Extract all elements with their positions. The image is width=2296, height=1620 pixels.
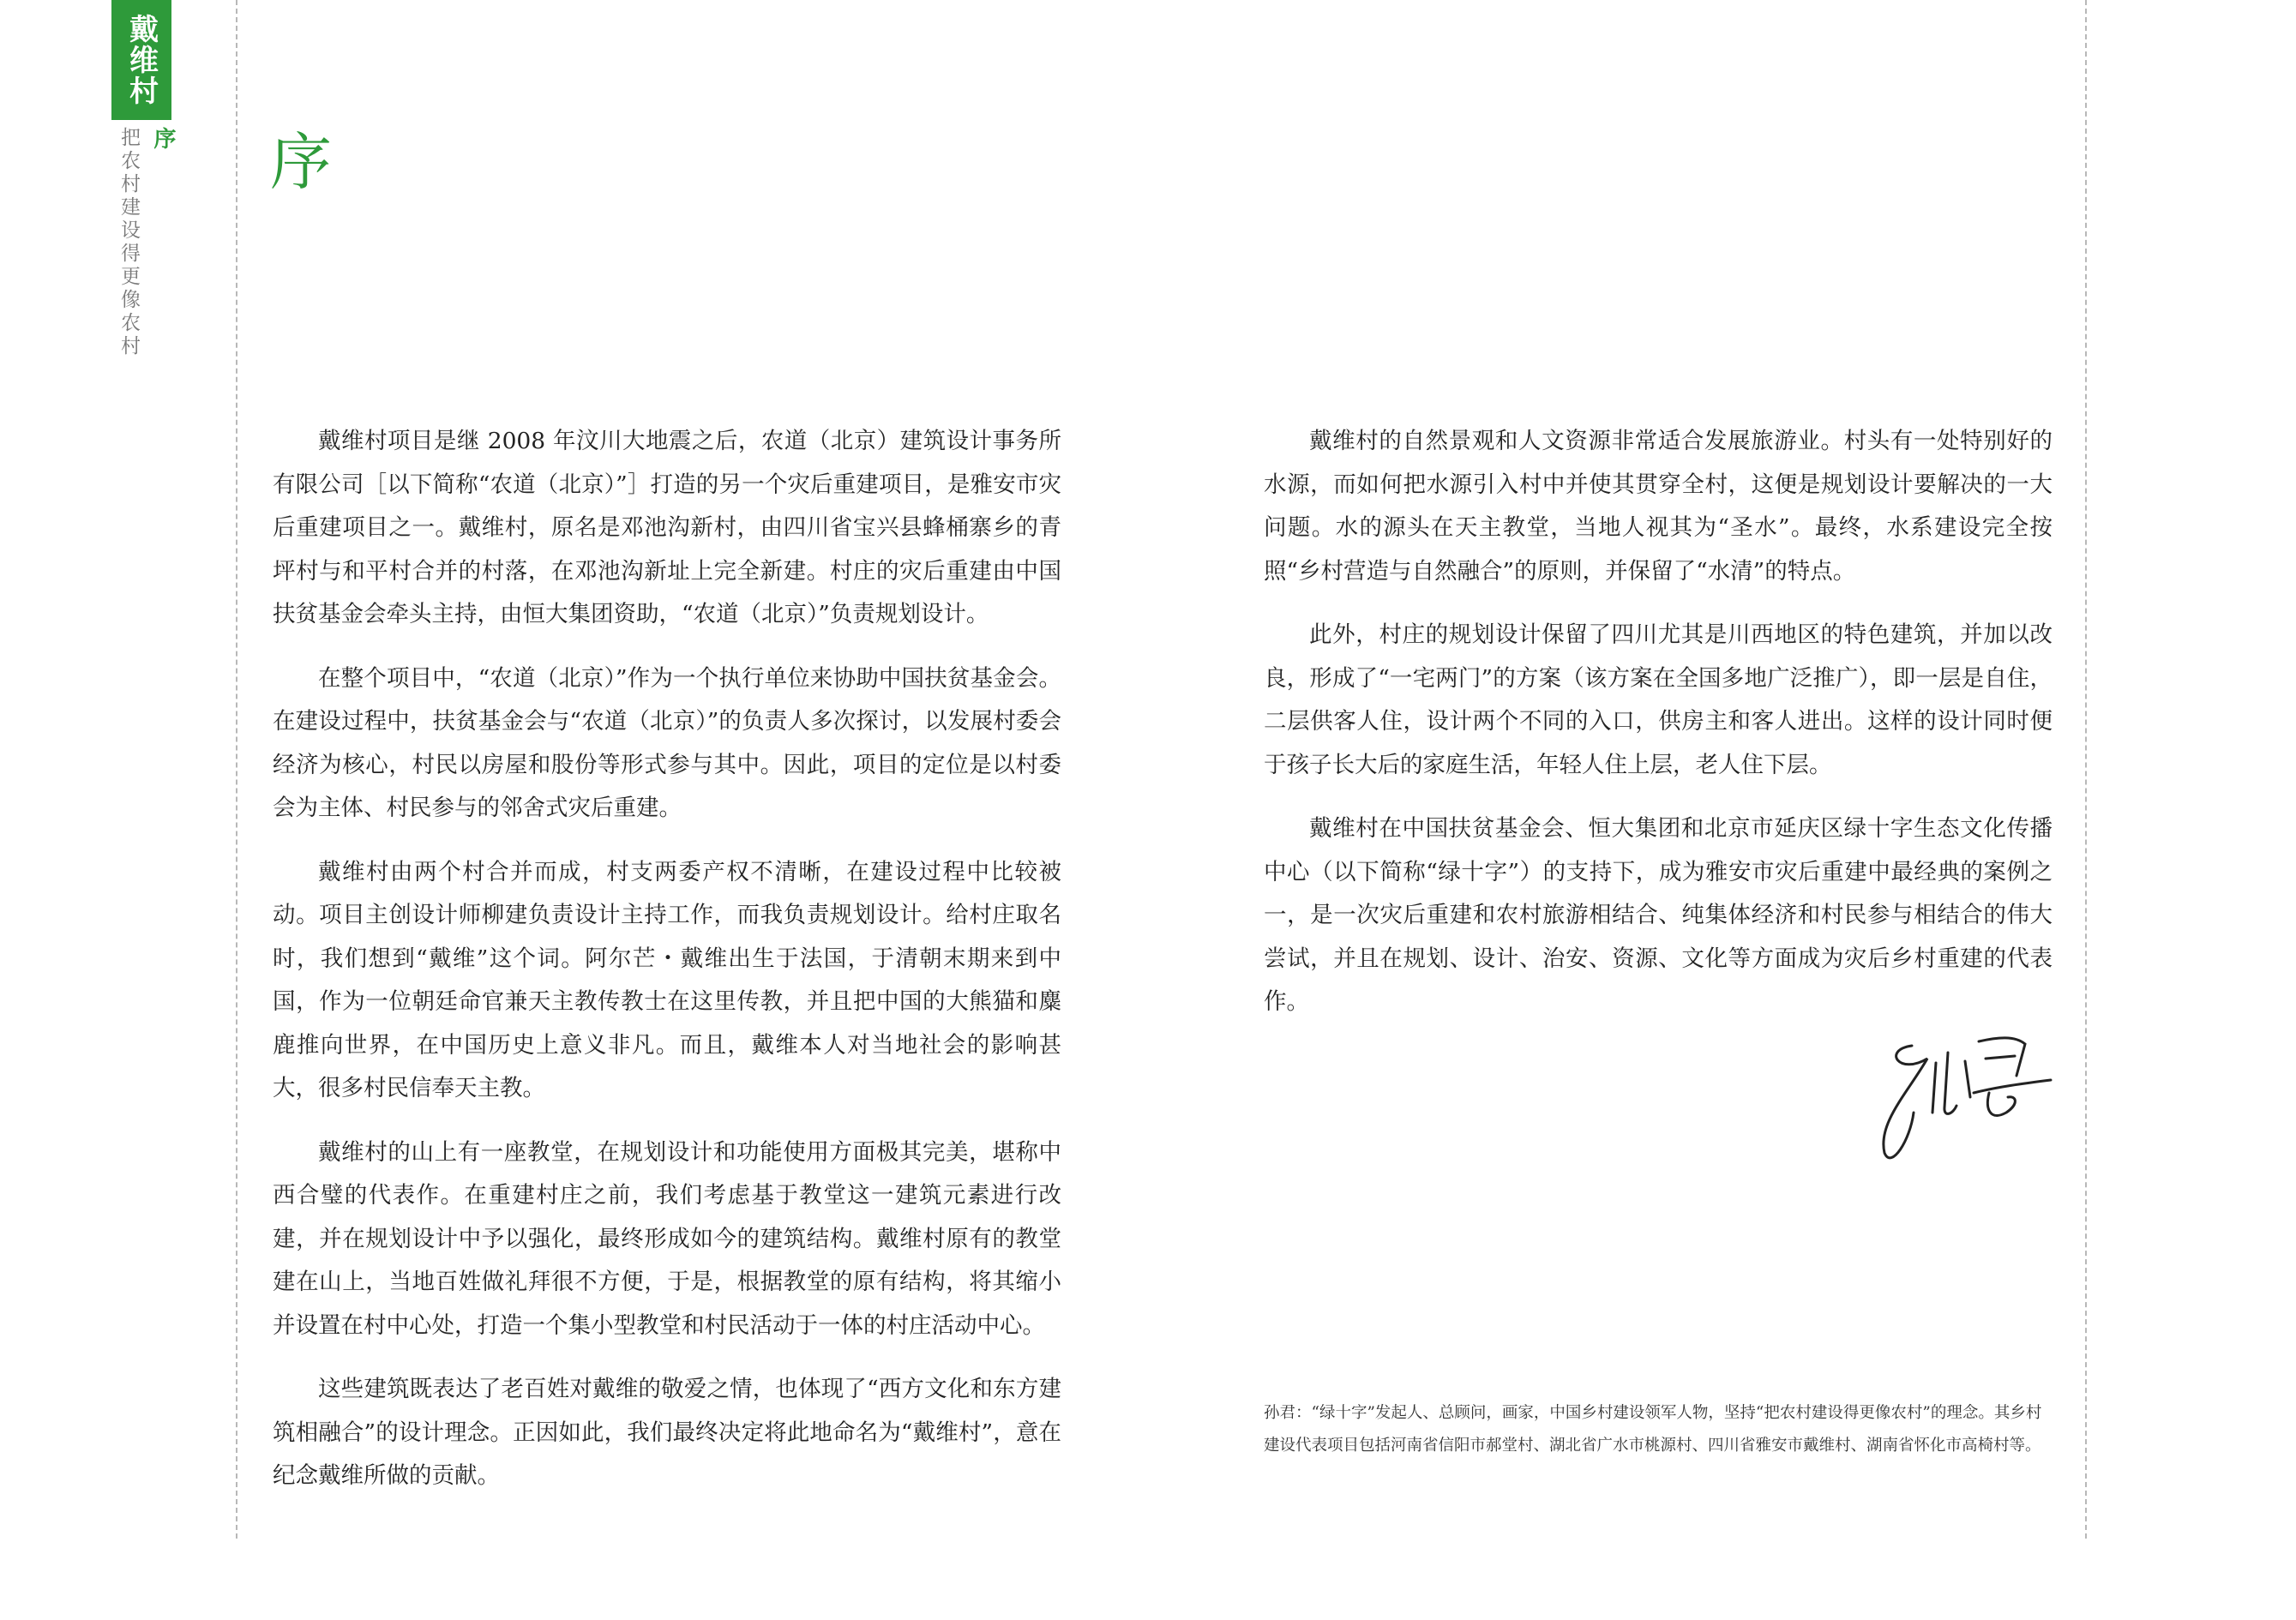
paragraph: 此外，村庄的规划设计保留了四川尤其是川西地区的特色建筑，并加以改良，形成了“一宅两门”的方案（该方案在全国多地广泛推广），即一层是自住，二层供客人住，设计两个不同的入口，供房主和客人进出。这样的设计同时便于孩子长大后的家庭生活，年轻人住上层，老人住下层。 [1264, 621, 2053, 778]
paragraph: 戴维村在中国扶贫基金会、恒大集团和北京市延庆区绿十字生态文化传播中心（以下简称“绿十字”）的支持下，成为雅安市灾后重建中最经典的案例之一，是一次灾后重建和农村旅游相结合、纯集体经济和村民参与相结合的伟大尝试，并且在规划、设计、治安、资源、文化等方面成为灾后乡村重建的代表作。 [1264, 815, 2053, 1015]
paragraph: 戴维村的自然景观和人文资源非常适合发展旅游业。村头有一处特别好的水源，而如何把水源引入村中并使其贯穿全村，这便是规划设计要解决的一大问题。水的源头在天主教堂，当地人视其为“圣水”。最终，水系建设完全按照“乡村营造与自然融合”的原则，并保留了“水清”的特点。 [1264, 428, 2053, 585]
paragraph: 这些建筑既表达了老百姓对戴维的敬爱之情，也体现了“西方文化和东方建筑相融合”的设计理念。正因如此，我们最终决定将此地命名为“戴维村”，意在纪念戴维所做的贡献。 [273, 1376, 1061, 1489]
section-short-label: 序 [150, 127, 176, 149]
paragraph: 戴维村由两个村合并而成，村支两委产权不清晰，在建设过程中比较被动。项目主创设计师柳建负责设计主持工作，而我负责规划设计。给村庄取名时，我们想到“戴维”这个词。阿尔芒・戴维出生于法国，于清朝末期来到中国，作为一位朝廷命官兼天主教传教士在这里传教，并且把中国的大熊猫和麋鹿推向世界，在中国历史上意义非凡。而且，戴维本人对当地社会的影响甚大，很多村民信奉天主教。 [273, 858, 1061, 1101]
page-title: 序 [270, 126, 333, 199]
left-text-column [273, 420, 1061, 1519]
right-margin-line [2085, 0, 2087, 1539]
left-margin-line [236, 0, 237, 1539]
paragraph: 戴维村的山上有一座教堂，在规划设计和功能使用方面极其完美，堪称中西合璧的代表作。在重建村庄之前，我们考虑基于教堂这一建筑元素进行改建，并在规划设计中予以强化，最终形成如今的建筑结构。戴维村原有的教堂建在山上，当地百姓做礼拜很不方便，于是，根据教堂的原有结构，将其缩小并设置在村中心处，打造一个集小型教堂和村民活动于一体的村庄活动中心。 [273, 1138, 1061, 1339]
author-signature [1860, 1011, 2058, 1174]
paragraph: 在整个项目中，“农道（北京）”作为一个执行单位来协助中国扶贫基金会。在建设过程中，扶贫基金会与“农道（北京）”的负责人多次探讨，以发展村委会经济为核心，村民以房屋和股份等形式参与其中。因此，项目的定位是以村委会为主体、村民参与的邻舍式灾后重建。 [273, 664, 1061, 821]
right-text-column [1264, 420, 2053, 1045]
author-note: 孙君：“绿十字”发起人、总顾问，画家，中国乡村建设领军人物，坚持“把农村建设得更像农村”的理念。其乡村建设代表项目包括河南省信阳市郝堂村、湖北省广水市桃源村、四川省雅安市戴维村、湖南省怀化市高椅村等。 [1264, 1404, 2042, 1455]
book-tab-label: 戴维村 [111, 0, 171, 120]
paragraph: 戴维村项目是继 2008 年汶川大地震之后，农道（北京）建筑设计事务所有限公司［以下简称“农道（北京）”］打造的另一个灾后重建项目，是雅安市灾后重建项目之一。戴维村，原名是邓池沟新村，由四川省宝兴县蜂桶寨乡的青坪村与和平村合并的村落，在邓池沟新址上完全新建。村庄的灾后重建由中国扶贫基金会牵头主持，由恒大集团资助，“农道（北京）”负责规划设计。 [273, 428, 1061, 627]
section-subtitle: 把农村建设得更像农村 [117, 127, 140, 358]
